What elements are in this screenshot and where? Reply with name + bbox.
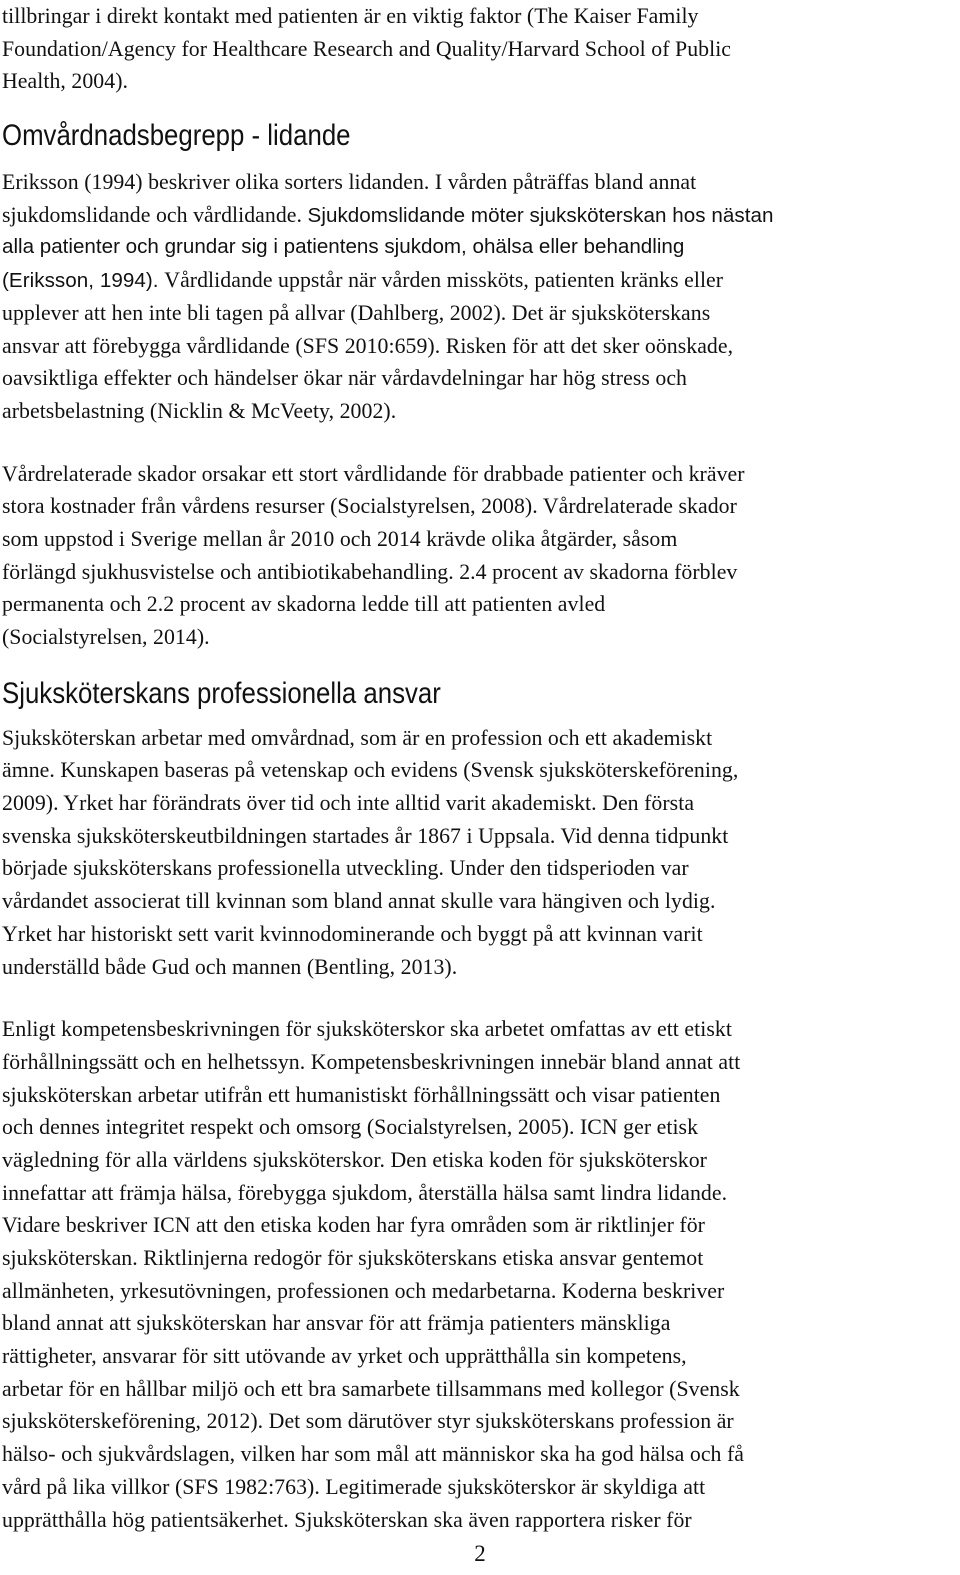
text-line: Yrket har historiskt sett varit kvinnodominerande och byggt på att kvinnan varit <box>2 921 703 946</box>
text-line: och dennes integritet respekt och omsorg (Socialstyrelsen, 2005). ICN ger etisk <box>2 1115 699 1140</box>
paragraph-lidande-1 <box>2 166 946 428</box>
text-line: vårdandet associerat till kvinnan som bland annat skulle vara hängiven och lydig. <box>2 889 716 914</box>
page-number: 2 <box>474 1541 486 1566</box>
text-line <box>2 264 946 297</box>
text-line: permanenta och 2.2 procent av skadorna ledde till att patienten avled <box>2 592 606 617</box>
text-line: Health, 2004). <box>2 69 128 94</box>
text-line: arbetsbelastning (Nicklin & McVeety, 2002). <box>2 398 397 423</box>
text-line: svenska sjuksköterskeutbildningen startades år 1867 i Uppsala. Vid denna tidpunkt <box>2 823 729 848</box>
text-line: innefattar att främja hälsa, förebygga sjukdom, återställa hälsa samt lindra lidande. <box>2 1180 728 1205</box>
text-line: upplever att hen inte bli tagen på allvar (Dahlberg, 2002). Det är sjuksköterskans <box>2 300 711 325</box>
text-line: började sjuksköterskans professionella utveckling. Under den tidsperioden var <box>2 856 689 881</box>
text-line: upprätthålla hög patientsäkerhet. Sjuksköterskan ska även rapportera risker för <box>2 1507 692 1532</box>
text-segment: sjukdomslidande och vårdlidande. <box>2 202 308 227</box>
text-line: allmänheten, yrkesutövningen, professionen och medarbetarna. Koderna beskriver <box>2 1278 725 1303</box>
paragraph-ansvar-2 <box>2 1013 946 1536</box>
text-line: arbetar för en hållbar miljö och ett bra samarbete tillsammans med kollegor (Svensk <box>2 1376 740 1401</box>
text-line: 2009). Yrket har förändrats över tid och inte alltid varit akademiskt. Den första <box>2 791 695 816</box>
text-line: tillbringar i direkt kontakt med patienten är en viktig faktor (The Kaiser Family <box>2 4 699 28</box>
text-line: hälso- och sjukvårdslagen, vilken har som mål att människor ska ha god hälsa och få <box>2 1442 745 1467</box>
text-line: underställd både Gud och mannen (Bentling, 2013). <box>2 954 458 979</box>
text-segment-sans: Sjukdomslidande möter sjuksköterskan hos nästan <box>307 203 774 227</box>
text-line: bland annat att sjuksköterskan har ansvar för att främja patienters mänskliga <box>2 1311 671 1336</box>
text-line: vägledning för alla världens sjuksköterskor. Den etiska koden för sjuksköterskor <box>2 1147 707 1172</box>
text-line: förlängd sjukhusvistelse och antibiotikabehandling. 2.4 procent av skadorna förblev <box>2 559 738 584</box>
text-line: ansvar att förebygga vårdlidande (SFS 2010:659). Risken för att det sker oönskade, <box>2 333 734 358</box>
text-line: Foundation/Agency for Healthcare Research and Quality/Harvard School of Public <box>2 36 732 61</box>
text-line: rättigheter, ansvarar för sitt utövande av yrket och upprätthålla sin kompetens, <box>2 1344 687 1369</box>
paragraph-lidande-2 <box>2 458 946 654</box>
text-line: oavsiktliga effekter och händelser ökar när vårdavdelningar har hög stress och <box>2 366 687 391</box>
text-line: förhållningssätt och en helhetssyn. Kompetensbeskrivningen innebär bland annat att <box>2 1049 741 1074</box>
text-line: som uppstod i Sverige mellan år 2010 och 2014 krävde olika åtgärder, såsom <box>2 526 678 551</box>
text-line: Eriksson (1994) beskriver olika sorters lidanden. I vården påträffas bland annat <box>2 170 697 195</box>
text-line: ämne. Kunskapen baseras på vetenskap och evidens (Svensk sjuksköterskeförening, <box>2 758 739 783</box>
text-line: Vårdrelaterade skador orsakar ett stort vårdlidande för drabbade patienter och kräver <box>2 461 745 486</box>
text-line: Sjuksköterskan arbetar med omvårdnad, som är en profession och ett akademiskt <box>2 725 713 750</box>
text-line <box>2 199 946 232</box>
text-line: sjuksköterskan arbetar utifrån ett humanistiskt förhållningssätt och visar patienten <box>2 1082 721 1107</box>
text-line: sjuksköterskan. Riktlinjerna redogör för sjuksköterskans etiska ansvar gentemot <box>2 1246 704 1270</box>
text-line: stora kostnader från vårdens resurser (Socialstyrelsen, 2008). Vårdrelaterade skador <box>2 494 737 519</box>
text-line: vård på lika villkor (SFS 1982:763). Legitimerade sjuksköterskor är skyldiga att <box>2 1474 706 1499</box>
text-line: Enligt kompetensbeskrivningen för sjuksköterskor ska arbetet omfattas av ett etiskt <box>2 1017 732 1042</box>
text-line: sjuksköterskeförening, 2012). Det som därutöver styr sjuksköterskans profession är <box>2 1409 734 1434</box>
text-line: Vidare beskriver ICN att den etiska koden har fyra områden som är riktlinjer för <box>2 1213 705 1238</box>
text-segment-sans: (Eriksson, 1994). <box>2 269 165 293</box>
intro-paragraph <box>2 0 946 98</box>
text-line: (Socialstyrelsen, 2014). <box>2 625 210 649</box>
text-line: alla patienter och grundar sig i patientens sjukdom, ohälsa eller behandling <box>2 235 685 259</box>
paragraph-ansvar-1 <box>2 722 946 984</box>
section-heading-lidande: Omvårdnadsbegrepp - lidande <box>2 119 351 153</box>
text-segment: Vårdlidande uppstår när vården missköts, patienten kränks eller <box>164 268 724 293</box>
section-heading-ansvar: Sjuksköterskans professionella ansvar <box>2 676 441 710</box>
